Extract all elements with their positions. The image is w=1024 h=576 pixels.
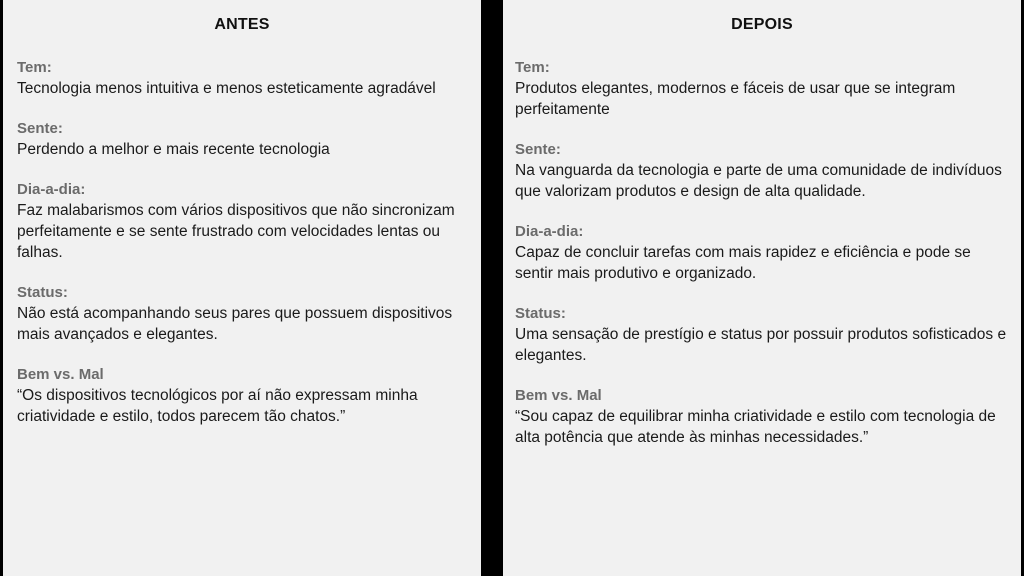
section-text: Na vanguarda da tecnologia e parte de uma comunidade de indivíduos que valorizam produtos e design de alta qualidade.	[515, 162, 1002, 200]
section-label: Sente:	[515, 141, 561, 158]
section-label: Tem:	[515, 59, 550, 76]
section-label: Tem:	[17, 59, 52, 76]
section-dia-a-dia	[515, 221, 1011, 284]
section-text: Perdendo a melhor e mais recente tecnologia	[17, 141, 330, 158]
section-tem	[515, 57, 1011, 120]
section-text: Uma sensação de prestígio e status por possuir produtos sofisticados e elegantes.	[515, 326, 1007, 364]
section-text: Capaz de concluir tarefas com mais rapidez e eficiência e pode se sentir mais produtivo e organizado.	[515, 244, 971, 282]
section-label: Dia-a-dia:	[515, 223, 584, 240]
section-status	[17, 282, 471, 345]
section-text: Faz malabarismos com vários dispositivos que não sincronizam perfeitamente e se sente frustrado com velocidades lentas ou falhas.	[17, 202, 455, 261]
section-status	[515, 303, 1011, 366]
section-bem-vs-mal	[17, 364, 471, 427]
section-sente	[515, 139, 1011, 202]
section-label: Sente:	[17, 120, 63, 137]
section-text: “Os dispositivos tecnológicos por aí não expressam minha criatividade e estilo, todos parecem tão chatos.”	[17, 387, 418, 425]
section-sente	[17, 118, 471, 160]
section-label: Dia-a-dia:	[17, 181, 86, 198]
section-text: Produtos elegantes, modernos e fáceis de usar que se integram perfeitamente	[515, 80, 956, 118]
section-label: Status:	[515, 305, 566, 322]
panel-title-before: ANTES	[214, 16, 270, 33]
section-tem	[17, 57, 471, 99]
section-label: Status:	[17, 284, 68, 301]
sections-after	[515, 57, 1011, 448]
section-label: Bem vs. Mal	[515, 387, 602, 404]
section-text: “Sou capaz de equilibrar minha criatividade e estilo com tecnologia de alta potência que atende às minhas necessidades.”	[515, 408, 996, 446]
section-bem-vs-mal	[515, 385, 1011, 448]
section-dia-a-dia	[17, 179, 471, 263]
section-text: Tecnologia menos intuitiva e menos esteticamente agradável	[17, 80, 436, 97]
sections-before	[17, 57, 471, 427]
section-text: Não está acompanhando seus pares que possuem dispositivos mais avançados e elegantes.	[17, 305, 453, 343]
panel-before	[3, 0, 481, 576]
panel-title-after: DEPOIS	[731, 16, 793, 33]
section-label: Bem vs. Mal	[17, 366, 104, 383]
panel-after	[503, 0, 1021, 576]
